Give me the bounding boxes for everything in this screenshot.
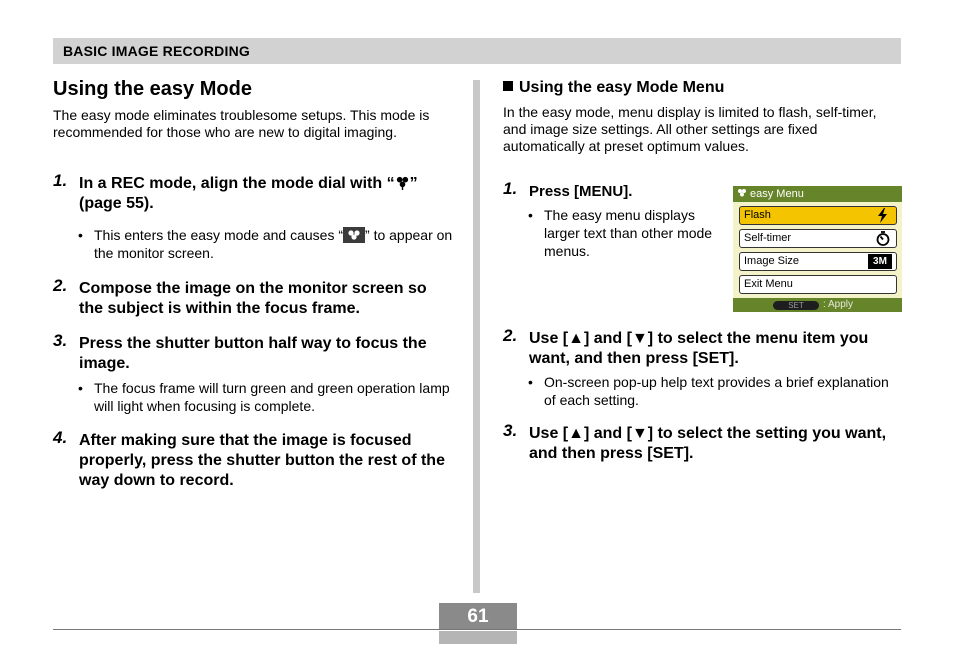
- easy-menu-title: easy Menu: [733, 186, 902, 202]
- step-text: Press the shutter button half way to focus the image.: [79, 335, 427, 372]
- easy-menu-list: [733, 202, 902, 298]
- flash-icon: [875, 208, 891, 223]
- step-2: [503, 326, 903, 369]
- column-divider: [473, 80, 480, 593]
- intro-paragraph: In the easy mode, menu display is limited to flash, self-timer, and image size settings. All other settings are fixed automatically at preset optimum values.: [503, 104, 877, 154]
- page-number-tab: [439, 603, 517, 644]
- intro-paragraph: The easy mode eliminates troublesome setups. This mode is recommended for those who are new to digital imaging.: [53, 107, 430, 140]
- list-item: • On-screen pop-up help text provides a brief explanation of each setting.: [528, 374, 889, 408]
- step-1: [53, 171, 453, 214]
- easy-menu-footer: [733, 298, 902, 312]
- left-column: [53, 78, 453, 491]
- easy-mode-icon: [395, 175, 410, 190]
- page-title: Using the easy Mode: [53, 78, 252, 100]
- square-bullet-icon: [503, 81, 513, 91]
- easy-mode-icon: [343, 227, 365, 243]
- step-number: 3.: [503, 421, 518, 440]
- step-3: [503, 421, 903, 464]
- list-item: • This enters the easy mode and causes “ ” to appear on the monitor screen.: [78, 227, 453, 261]
- step-number: 1.: [53, 171, 68, 190]
- menu-item-flash[interactable]: Flash: [739, 206, 897, 225]
- step-number: 2.: [503, 326, 518, 345]
- apply-hint: : Apply: [823, 299, 854, 310]
- list-item: • The focus frame will turn green and green operation lamp will light when focusing is complete.: [78, 380, 450, 414]
- step-text: Use [▲] and [▼] to select the menu item you want, and then press [SET].: [529, 330, 869, 367]
- set-button-icon: SET: [773, 301, 819, 310]
- step-text: In a REC mode, align the mode dial with “ ” (page 55).: [79, 175, 418, 212]
- step-number: 1.: [503, 179, 518, 198]
- section-header-title: BASIC IMAGE RECORDING: [63, 43, 250, 59]
- section-title: Using the easy Mode Menu: [503, 78, 903, 98]
- step-text: After making sure that the image is focused properly, press the shutter button the rest of the way down to record.: [79, 432, 445, 489]
- section-header: [53, 38, 901, 64]
- step-text: Compose the image on the monitor screen so the subject is within the focus frame.: [79, 280, 427, 317]
- step-4: [53, 428, 453, 491]
- easy-menu-screen: [733, 186, 902, 312]
- step-text: Use [▲] and [▼] to select the setting you want, and then press [SET].: [529, 425, 887, 462]
- easy-mode-icon: [737, 188, 747, 198]
- menu-item-exit[interactable]: Exit Menu: [739, 275, 897, 294]
- step-number: 2.: [53, 276, 68, 295]
- step-number: 3.: [53, 331, 68, 350]
- image-size-icon: 3M: [868, 254, 892, 269]
- step-text: Press [MENU].: [529, 183, 633, 200]
- self-timer-icon: [875, 231, 891, 246]
- list-item: • The easy menu displays larger text than other mode menus.: [528, 207, 713, 259]
- page-number: 61: [439, 603, 517, 629]
- menu-item-self-timer[interactable]: Self-timer: [739, 229, 897, 248]
- step-2: [53, 276, 453, 319]
- step-number: 4.: [53, 428, 68, 447]
- menu-item-image-size[interactable]: Image Size 3M: [739, 252, 897, 271]
- step-3: [53, 331, 453, 374]
